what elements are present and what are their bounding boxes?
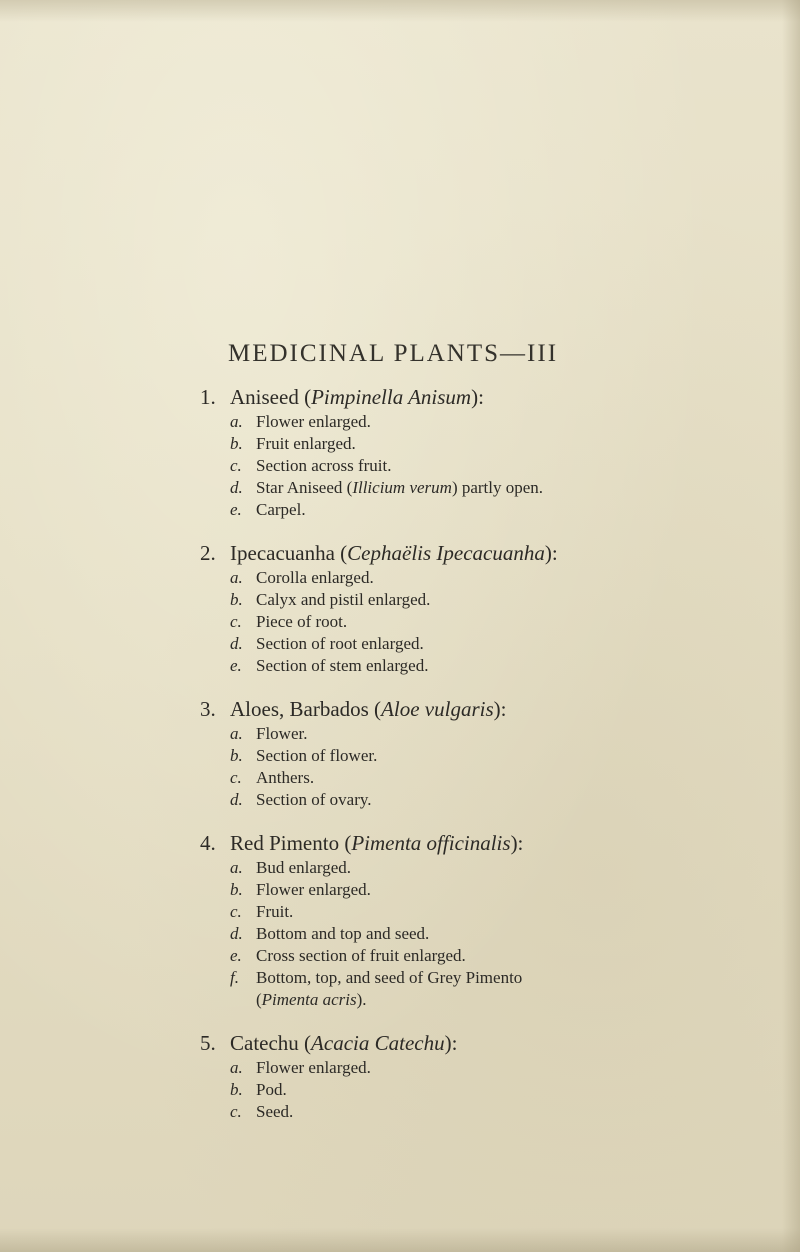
sub-text: Section of flower. <box>256 746 378 765</box>
sub-item <box>200 611 790 633</box>
sub-letter: b. <box>230 434 243 453</box>
plant-entry-aniseed <box>200 383 790 521</box>
sub-item <box>200 633 790 655</box>
sub-letter: c. <box>230 1102 242 1121</box>
sub-text: Anthers. <box>256 768 315 787</box>
sub-letter: d. <box>230 924 243 943</box>
entry-heading <box>200 829 790 857</box>
sub-latin-name: Pimenta acris <box>261 990 357 1009</box>
entry-close: ): <box>493 697 507 721</box>
sub-item <box>200 655 790 677</box>
entry-name: Aniseed ( <box>230 385 312 409</box>
sub-item <box>200 433 790 455</box>
sub-text: Corolla enlarged. <box>256 568 374 587</box>
entry-heading <box>200 539 790 567</box>
sub-text: Seed. <box>256 1102 294 1121</box>
sub-text-post: ) partly open. <box>451 478 544 497</box>
sub-text: Cross section of fruit enlarged. <box>256 946 466 965</box>
sub-text: Section of stem enlarged. <box>256 656 429 675</box>
entry-heading <box>200 383 790 411</box>
sub-letter: b. <box>230 746 243 765</box>
sub-text: Section of ovary. <box>256 790 372 809</box>
sub-text-pre: ( <box>256 990 262 1009</box>
sub-text: Fruit. <box>256 902 294 921</box>
sub-letter: d. <box>230 634 243 653</box>
sub-text: Section across fruit. <box>256 456 392 475</box>
sub-item <box>200 967 790 989</box>
sub-letter: a. <box>230 412 243 431</box>
sub-letter: d. <box>230 478 243 497</box>
sub-item <box>200 499 790 521</box>
plant-list <box>200 383 790 1123</box>
sub-text: Calyx and pistil enlarged. <box>256 590 431 609</box>
sub-item <box>200 857 790 879</box>
sub-item <box>200 879 790 901</box>
entry-number: 4. <box>200 831 216 855</box>
sub-item-continuation <box>200 989 790 1011</box>
sub-text: Bottom, top, and seed of Grey Pimento <box>256 968 523 987</box>
sub-item <box>200 789 790 811</box>
sub-text: Flower. <box>256 724 308 743</box>
sub-letter: c. <box>230 768 242 787</box>
sub-letter: a. <box>230 858 243 877</box>
sub-text: Pod. <box>256 1080 287 1099</box>
sub-text: Piece of root. <box>256 612 348 631</box>
page-edge-top <box>0 0 800 22</box>
sub-letter: f. <box>230 968 239 987</box>
entry-name: Catechu ( <box>230 1031 312 1055</box>
entry-close: ): <box>444 1031 458 1055</box>
plant-entry-catechu <box>200 1029 790 1123</box>
sub-text-post: ). <box>356 990 367 1009</box>
entry-latin-name: Aloe vulgaris <box>381 697 494 721</box>
entry-close: ): <box>544 541 558 565</box>
entry-name: Red Pimento ( <box>230 831 352 855</box>
sub-item <box>200 477 790 499</box>
sub-letter: b. <box>230 1080 243 1099</box>
entry-close: ): <box>471 385 484 409</box>
entry-heading <box>200 1029 790 1057</box>
sub-letter: b. <box>230 590 243 609</box>
sub-letter: e. <box>230 946 242 965</box>
sub-item <box>200 901 790 923</box>
entry-name: Aloes, Barbados ( <box>230 697 382 721</box>
sub-item <box>200 1101 790 1123</box>
entry-latin-name: Acacia Catechu <box>311 1031 445 1055</box>
plant-entry-red-pimento <box>200 829 790 1011</box>
sub-item <box>200 745 790 767</box>
sub-item <box>200 455 790 477</box>
sub-text: Flower enlarged. <box>256 880 371 899</box>
entry-number: 1. <box>200 385 216 409</box>
sub-letter: a. <box>230 568 243 587</box>
entry-close: ): <box>510 831 524 855</box>
sub-letter: e. <box>230 656 242 675</box>
sub-item <box>200 1079 790 1101</box>
plant-entry-aloes <box>200 695 790 811</box>
sub-letter: a. <box>230 724 243 743</box>
sub-item <box>200 923 790 945</box>
entry-latin-name: Pimenta officinalis <box>351 831 511 855</box>
entry-number: 2. <box>200 541 216 565</box>
sub-text: Section of root enlarged. <box>256 634 424 653</box>
sub-item <box>200 589 790 611</box>
sub-text: Bottom and top and seed. <box>256 924 430 943</box>
sub-letter: d. <box>230 790 243 809</box>
sub-text: Bud enlarged. <box>256 858 352 877</box>
sub-text: Fruit enlarged. <box>256 434 356 453</box>
sub-letter: e. <box>230 500 242 519</box>
sub-item <box>200 767 790 789</box>
sub-item <box>200 1057 790 1079</box>
sub-letter: c. <box>230 902 242 921</box>
sub-letter: c. <box>230 456 242 475</box>
entry-number: 5. <box>200 1031 216 1055</box>
sub-text: Flower enlarged. <box>256 412 371 431</box>
plant-entry-ipecacuanha <box>200 539 790 677</box>
entry-latin-name: Cephaëlis Ipecacuanha <box>347 541 545 565</box>
entry-heading <box>200 695 790 723</box>
sub-item <box>200 567 790 589</box>
sub-item <box>200 411 790 433</box>
sub-latin-name: Illicium verum <box>352 478 452 497</box>
sub-item <box>200 945 790 967</box>
page-edge-bottom <box>0 1228 800 1252</box>
page-title: MEDICINAL PLANTS—III <box>228 340 559 367</box>
entry-latin-name: Pimpinella Anisum <box>311 385 472 409</box>
sub-text: Flower enlarged. <box>256 1058 371 1077</box>
sub-item <box>200 723 790 745</box>
entry-number: 3. <box>200 697 216 721</box>
entry-name: Ipecacuanha ( <box>230 541 348 565</box>
sub-text: Carpel. <box>256 500 306 519</box>
sub-text-pre: Star Aniseed ( <box>256 478 353 497</box>
sub-letter: a. <box>230 1058 243 1077</box>
sub-letter: b. <box>230 880 243 899</box>
sub-letter: c. <box>230 612 242 631</box>
